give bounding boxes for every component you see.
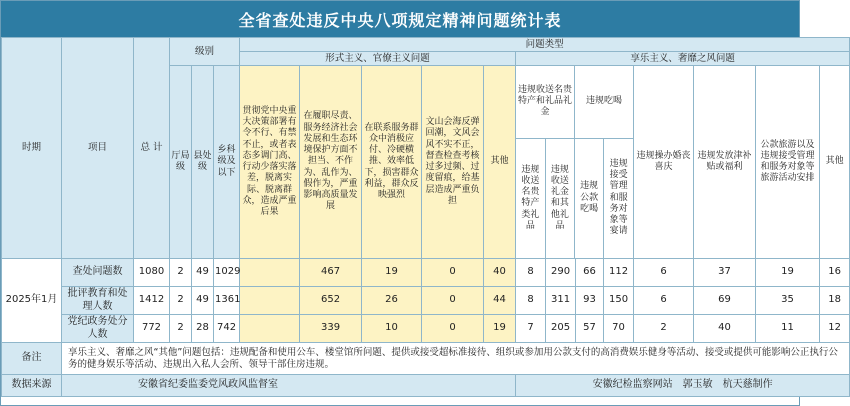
dine-group-header: 违规吃喝 (575, 66, 634, 138)
table-row (2, 315, 850, 343)
source-text: 安徽省纪委监委党风政风监督室 (62, 375, 516, 397)
cell: 1029 (214, 259, 240, 287)
gift-group-header: 违规收送名贵特产和礼品礼金 (516, 66, 575, 138)
formalism-col-2-header: 在履职尽责、服务经济社会发展和生态环境保护方面不担当、不作为、乱作为、假作为，严重影响高质量发展 (300, 66, 362, 259)
cell (240, 287, 300, 315)
dine-col-2-header: 违规接受管理和服务对象等宴请 (604, 138, 633, 258)
table-row (2, 287, 850, 315)
cell: 93 (576, 287, 604, 315)
cell: 28 (192, 315, 214, 343)
cell: 37 (694, 259, 756, 287)
dine-col-1-header: 违规公款吃喝 (575, 138, 604, 258)
cell: 339 (300, 315, 362, 343)
cell: 18 (820, 287, 850, 315)
statistics-table (1, 37, 850, 397)
table-title: 全省查处违反中央八项规定精神问题统计表 (1, 1, 799, 37)
gift-col-1-header: 违规收送名贵特产类礼品 (516, 138, 545, 258)
cell: 2 (634, 315, 694, 343)
cell: 290 (546, 259, 576, 287)
credit-text: 安徽纪检监察网站 郭玉敏 杭天慈制作 (516, 375, 850, 397)
period-cell: 2025年1月 (2, 259, 62, 343)
formalism-col-4-header: 文山会海反弹回潮，文风会风不实不正，督查检查考核过多过频、过度留痕，给基层造成严重负担 (422, 66, 484, 259)
problem-type-header: 问题类型 (240, 38, 850, 52)
row-item-label: 查处问题数 (62, 259, 134, 287)
cell: 1361 (214, 287, 240, 315)
cell: 49 (192, 259, 214, 287)
cell: 40 (694, 315, 756, 343)
level-xian-header: 县处级 (192, 66, 214, 259)
cell (240, 315, 300, 343)
cell: 0 (422, 259, 484, 287)
cell: 2 (170, 287, 192, 315)
cell: 742 (214, 315, 240, 343)
formalism-header: 形式主义、官僚主义问题 (240, 52, 516, 66)
cell: 16 (820, 259, 850, 287)
cell: 10 (362, 315, 422, 343)
cell: 6 (634, 287, 694, 315)
cell: 49 (192, 287, 214, 315)
total-header: 总 计 (134, 38, 170, 259)
hedonism-other-header: 其他 (820, 66, 850, 259)
row-item-label: 党纪政务处分人数 (62, 315, 134, 343)
cell: 19 (756, 259, 820, 287)
cell: 772 (134, 315, 170, 343)
formalism-col-3-header: 在联系服务群众中消极应付、冷硬横推、效率低下，损害群众利益，群众反映强烈 (362, 66, 422, 259)
gift-col-2-header: 违规收送礼金和其他礼品 (545, 138, 574, 258)
cell: 0 (422, 287, 484, 315)
hedonism-gift-dine-subheader (516, 66, 633, 258)
note-text: 享乐主义、奢靡之风“其他”问题包括：违规配备和使用公车、楼堂馆所问题、提供或接受超标准接待、组织或参加用公款支付的高消费娱乐健身等活动、接受或提供可能影响公正执行公务的健身娱乐等活动、违规出入私人会所、领导干部住房违规。 (62, 343, 850, 375)
row-item-label: 批评教育和处理人数 (62, 287, 134, 315)
cell: 8 (516, 287, 546, 315)
cell: 7 (516, 315, 546, 343)
cell: 1412 (134, 287, 170, 315)
travel-header: 公款旅游以及违规接受管理和服务对象等旅游活动安排 (756, 66, 820, 259)
cell: 19 (362, 259, 422, 287)
formalism-col-1-header: 贯彻党中央重大决策部署有令不行、有禁不止，或者表态多调门高、行动少落实落差，脱离实际、脱离群众，造成严重后果 (240, 66, 300, 259)
subsidy-header: 违规发放津补贴或福利 (694, 66, 756, 259)
cell: 205 (546, 315, 576, 343)
cell: 69 (694, 287, 756, 315)
source-label: 数据来源 (2, 375, 62, 397)
cell: 66 (576, 259, 604, 287)
cell: 11 (756, 315, 820, 343)
cell: 35 (756, 287, 820, 315)
cell: 112 (604, 259, 634, 287)
cell: 467 (300, 259, 362, 287)
cell: 652 (300, 287, 362, 315)
cell: 150 (604, 287, 634, 315)
period-header: 时期 (2, 38, 62, 259)
cell: 40 (484, 259, 516, 287)
note-label: 备注 (2, 343, 62, 375)
cell: 70 (604, 315, 634, 343)
cell: 1080 (134, 259, 170, 287)
formalism-other-header: 其他 (484, 66, 516, 259)
level-xiang-header: 乡科级及以下 (214, 66, 240, 259)
level-ting-header: 厅局级 (170, 66, 192, 259)
cell: 6 (634, 259, 694, 287)
cell: 12 (820, 315, 850, 343)
table-row (2, 259, 850, 287)
item-header: 项目 (62, 38, 134, 259)
cell: 8 (516, 259, 546, 287)
cell: 0 (422, 315, 484, 343)
cell: 19 (484, 315, 516, 343)
cell: 26 (362, 287, 422, 315)
cell (240, 259, 300, 287)
cell: 2 (170, 315, 192, 343)
cell: 57 (576, 315, 604, 343)
hedonism-header: 享乐主义、奢靡之风问题 (516, 52, 850, 66)
cell: 2 (170, 259, 192, 287)
cell: 311 (546, 287, 576, 315)
cell: 44 (484, 287, 516, 315)
level-header: 级别 (170, 38, 240, 66)
wedding-header: 违规操办婚丧喜庆 (634, 66, 694, 259)
